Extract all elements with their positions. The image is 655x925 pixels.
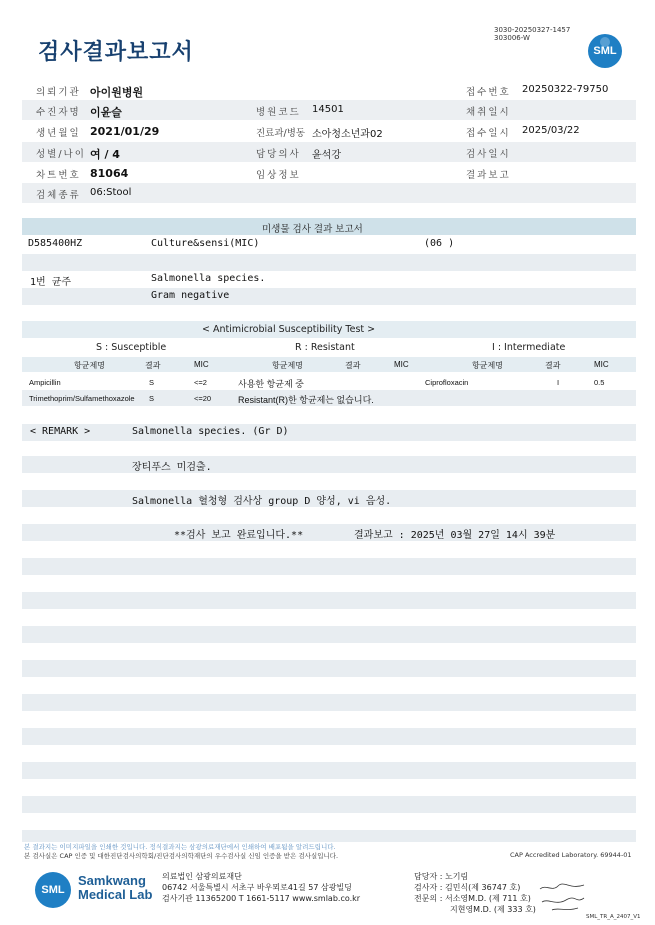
ast-column-header	[22, 357, 636, 372]
requesting-org: 아이원병원	[90, 86, 144, 99]
cap-accreditation: CAP Accredited Laboratory. 69944-01	[510, 851, 632, 859]
organism-gram-band	[22, 288, 636, 305]
ast-row	[22, 374, 636, 390]
signature-marks	[538, 880, 588, 914]
test-code: D585400HZ	[28, 238, 83, 249]
blank-band	[22, 558, 636, 575]
remark-label: < REMARK >	[30, 426, 91, 437]
col-mic: MIC	[394, 360, 409, 369]
label: 검사일시	[466, 149, 511, 160]
drug-name: Ampicillin	[29, 378, 61, 387]
label: 접수일시	[466, 128, 511, 139]
blank-band	[22, 830, 636, 842]
legend-susceptible: S : Susceptible	[96, 342, 167, 353]
manager: 담당자 : 노기림	[414, 872, 469, 881]
info-row	[22, 100, 636, 120]
remark-text: 장티푸스 미검출.	[132, 462, 212, 473]
document-code	[494, 26, 570, 42]
col-drug: 항균제명	[74, 361, 105, 370]
organism-name: Salmonella species.	[151, 273, 266, 284]
label: 의뢰기관	[36, 87, 81, 98]
label: 임상정보	[256, 170, 301, 181]
label: 병원코드	[256, 107, 301, 118]
label: 담당의사	[256, 149, 301, 160]
info-row	[22, 183, 636, 203]
label: 성별/나이	[36, 149, 86, 160]
section-header	[22, 218, 636, 235]
label: 접수번호	[466, 87, 511, 98]
doctor: 윤석강	[312, 150, 341, 161]
legend-resistant: R : Resistant	[295, 342, 355, 353]
info-row	[22, 80, 636, 100]
department: 소아청소년과02	[312, 129, 383, 140]
organism-line	[22, 270, 636, 288]
section-title: 미생물 검사 결과 보고서	[262, 224, 363, 235]
test-name: Culture&sensi(MIC)	[151, 238, 260, 249]
sml-logo: SML	[35, 872, 71, 908]
resistance-note: Resistant(R)한 항균제는 없습니다.	[238, 395, 374, 405]
blank-band	[22, 728, 636, 745]
blank-band	[22, 592, 636, 609]
label: 수진자명	[36, 107, 81, 118]
blank-band	[22, 626, 636, 643]
legend-line	[22, 339, 636, 355]
staff-info	[414, 871, 536, 915]
tester: 검사자 : 김민식(제 36747 호)	[414, 883, 521, 892]
receipt-date: 2025/03/22	[522, 125, 580, 136]
notice-line: 본 결과지는 이미지파일을 인쇄한 것입니다. 정식결과지는 삼광의료재단에서 인쇄하여 배포됨을 알려드립니다.	[24, 843, 336, 851]
completion-message: **검사 보고 완료입니다.**	[174, 530, 304, 541]
remark-band	[22, 490, 636, 507]
col-result: 결과	[145, 361, 161, 370]
org-name: 의료법인 삼광의료재단	[162, 872, 242, 881]
col-mic: MIC	[194, 360, 209, 369]
ast-row	[22, 390, 636, 406]
col-drug: 항균제명	[272, 361, 303, 370]
col-drug: 항균제명	[472, 361, 503, 370]
blank-band	[22, 254, 636, 271]
remark-band	[22, 424, 636, 441]
report-time: 결과보고 : 2025년 03월 27일 14시 39분	[354, 530, 556, 541]
col-mic: MIC	[594, 360, 609, 369]
remark-text: Salmonella 혈청형 검사상 group D 양성, vi 음성.	[132, 496, 392, 507]
completion-band	[22, 524, 636, 541]
document-code-line: 3030-20250327-1457	[494, 26, 571, 34]
drug-result: S	[149, 378, 155, 387]
notice-line: 본 검사실은 CAP 인증 및 대한진단검사의학회/진단검사의학재단의 우수검사실 신임 인증을 받은 검사실입니다.	[24, 852, 339, 860]
blank-band	[22, 796, 636, 813]
drug-name: Trimethoprim/Sulfamethoxazole	[29, 394, 135, 403]
col-result: 결과	[545, 361, 561, 370]
document-code-line: 303006-W	[494, 34, 530, 42]
info-row	[22, 121, 636, 141]
remark-band	[22, 456, 636, 473]
info-row	[22, 142, 636, 162]
test-line	[22, 235, 636, 253]
test-number: (06 )	[424, 238, 455, 249]
patient-name: 이윤슬	[90, 106, 122, 119]
drug-name: Ciprofloxacin	[425, 378, 469, 387]
resistance-note: 사용한 항균제 중	[238, 379, 304, 389]
label: 차트번호	[36, 170, 81, 181]
org-address: 06742 서울특별시 서초구 바우뫼로41길 57 삼광빌딩	[162, 883, 352, 892]
hospital-code: 14501	[312, 104, 344, 115]
label: 결과보고	[466, 170, 511, 181]
col-result: 결과	[345, 361, 361, 370]
label: 채취일시	[466, 107, 511, 118]
remark-text: Salmonella species. (Gr D)	[132, 426, 289, 437]
blank-band	[22, 660, 636, 677]
sex-age: 여 / 4	[90, 148, 120, 161]
brand-name-line: Samkwang	[78, 873, 146, 888]
ast-title-band	[22, 321, 636, 338]
specialist: 지현영M.D. (제 333 호)	[450, 905, 536, 914]
label: 생년월일	[36, 128, 81, 139]
date-of-birth: 2021/01/29	[90, 125, 160, 138]
drug-mic: <=2	[194, 378, 207, 387]
organism-gram: Gram negative	[151, 290, 230, 301]
label: 진료과/병동	[256, 128, 306, 139]
label: 검체종류	[36, 190, 81, 201]
chart-no: 81064	[90, 167, 129, 180]
brand-name	[78, 874, 152, 902]
info-row	[22, 163, 636, 183]
drug-mic: 0.5	[594, 378, 605, 387]
blank-band	[22, 694, 636, 711]
form-code: SML_TR_A_2407_V1	[586, 914, 641, 920]
ast-title: < Antimicrobial Susceptibility Test >	[202, 324, 376, 335]
blank-band	[22, 762, 636, 779]
brand-name-line: Medical Lab	[78, 887, 153, 902]
org-info	[162, 871, 360, 904]
org-contact: 검사기관 11365200 T 1661-5117 www.smlab.co.kr	[162, 894, 361, 903]
specialist: 전문의 : 서소영M.D. (제 711 호)	[414, 894, 531, 903]
sml-logo: SML	[588, 34, 622, 68]
drug-result: I	[557, 378, 560, 387]
page-title: 검사결과보고서	[38, 40, 194, 65]
legend-intermediate: I : Intermediate	[492, 342, 566, 353]
receipt-no: 20250322-79750	[522, 84, 609, 95]
specimen: 06:Stool	[90, 187, 132, 198]
drug-result: S	[149, 394, 155, 403]
drug-mic: <=20	[194, 394, 212, 403]
organism-label: 1번 균주	[30, 277, 72, 288]
